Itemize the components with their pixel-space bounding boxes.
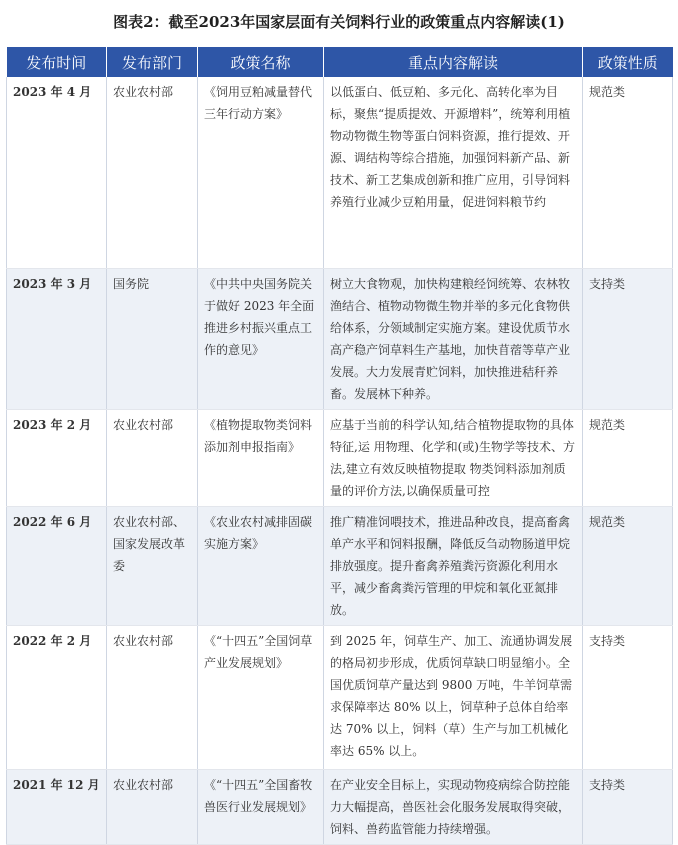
cell-content: 应基于当前的科学认知,结合植物提取物的具体特征,运 用物理、化学和(或)生物学等技术、方法,建立有效反映植物提取 物类饲料添加剂质量的评价方法,以确保质量可控 xyxy=(324,409,583,506)
cell-date: 2022 年 2 月 xyxy=(7,625,107,769)
cell-nature: 规范类 xyxy=(583,409,673,506)
header-policy-name: 政策名称 xyxy=(198,47,324,77)
cell-nature: 规范类 xyxy=(583,77,673,268)
policy-table xyxy=(6,47,673,845)
cell-date: 2023 年 3 月 xyxy=(7,268,107,409)
table-row xyxy=(7,409,673,506)
cell-policy-name: 《植物提取物类饲料添加剂申报指南》 xyxy=(198,409,324,506)
header-department: 发布部门 xyxy=(107,47,198,77)
page-title: 图表2：截至2023年国家层面有关饲料行业的政策重点内容解读(1) xyxy=(113,13,565,31)
table-row xyxy=(7,769,673,844)
table-row xyxy=(7,625,673,769)
cell-nature: 支持类 xyxy=(583,769,673,844)
cell-content: 到 2025 年，饲草生产、加工、流通协调发展的格局初步形成，优质饲草缺口明显缩小。全国优质饲草产量达到 9800 万吨，牛羊饲草需求保障率达 80% 以上，饲草种子总体自给率达 70% 以上，饲料（草）生产与加工机械化率达 65% 以上。 xyxy=(324,625,583,769)
cell-content: 在产业安全目标上，实现动物疫病综合防控能力大幅提高，兽医社会化服务发展取得突破，饲料、兽药监管能力持续增强。 xyxy=(324,769,583,844)
cell-department: 农业农村部 xyxy=(107,625,198,769)
cell-content: 树立大食物观，加快构建粮经饲统筹、农林牧渔结合、植物动物微生物并举的多元化食物供给体系，分领域制定实施方案。建设优质节水高产稳产饲草料生产基地，加快苜蓿等草产业发展。大力发展青贮饲料，加快推进秸秆养畜。发展林下种养。 xyxy=(324,268,583,409)
cell-department: 农业农村部、国家发展改革委 xyxy=(107,506,198,625)
table-row xyxy=(7,77,673,268)
cell-policy-name: 《中共中央国务院关于做好 2023 年全面推进乡村振兴重点工作的意见》 xyxy=(198,268,324,409)
cell-date: 2023 年 2 月 xyxy=(7,409,107,506)
cell-policy-name: 《饲用豆粕减量替代三年行动方案》 xyxy=(198,77,324,268)
cell-department: 农业农村部 xyxy=(107,409,198,506)
cell-date: 2022 年 6 月 xyxy=(7,506,107,625)
cell-policy-name: 《“十四五”全国饲草产业发展规划》 xyxy=(198,625,324,769)
cell-policy-name: 《农业农村减排固碳实施方案》 xyxy=(198,506,324,625)
cell-policy-name: 《“十四五”全国畜牧兽医行业发展规划》 xyxy=(198,769,324,844)
cell-content: 推广精准饲喂技术，推进品种改良，提高畜禽单产水平和饲料报酬，降低反刍动物肠道甲烷排放强度。提升畜禽养殖粪污资源化利用水平，减少畜禽粪污管理的甲烷和氧化亚氮排放。 xyxy=(324,506,583,625)
header-date: 发布时间 xyxy=(7,47,107,77)
header-content: 重点内容解读 xyxy=(324,47,583,77)
table-row xyxy=(7,506,673,625)
cell-department: 农业农村部 xyxy=(107,77,198,268)
header-nature: 政策性质 xyxy=(583,47,673,77)
table-row xyxy=(7,268,673,409)
cell-department: 国务院 xyxy=(107,268,198,409)
cell-content: 以低蛋白、低豆粕、多元化、高转化率为目标，聚焦“提质提效、开源增料”，统筹利用植物动物微生物等蛋白饲料资源，推行提效、开源、调结构等综合措施，加强饲料新产品、新技术、新工艺集成创新和推广应用，引导饲料养殖行业减少豆粕用量，促进饲料粮节约 xyxy=(324,77,583,268)
cell-nature: 支持类 xyxy=(583,625,673,769)
cell-nature: 规范类 xyxy=(583,506,673,625)
table-header-row xyxy=(7,47,673,77)
cell-department: 农业农村部 xyxy=(107,769,198,844)
cell-date: 2021 年 12 月 xyxy=(7,769,107,844)
cell-nature: 支持类 xyxy=(583,268,673,409)
cell-date: 2023 年 4 月 xyxy=(7,77,107,268)
